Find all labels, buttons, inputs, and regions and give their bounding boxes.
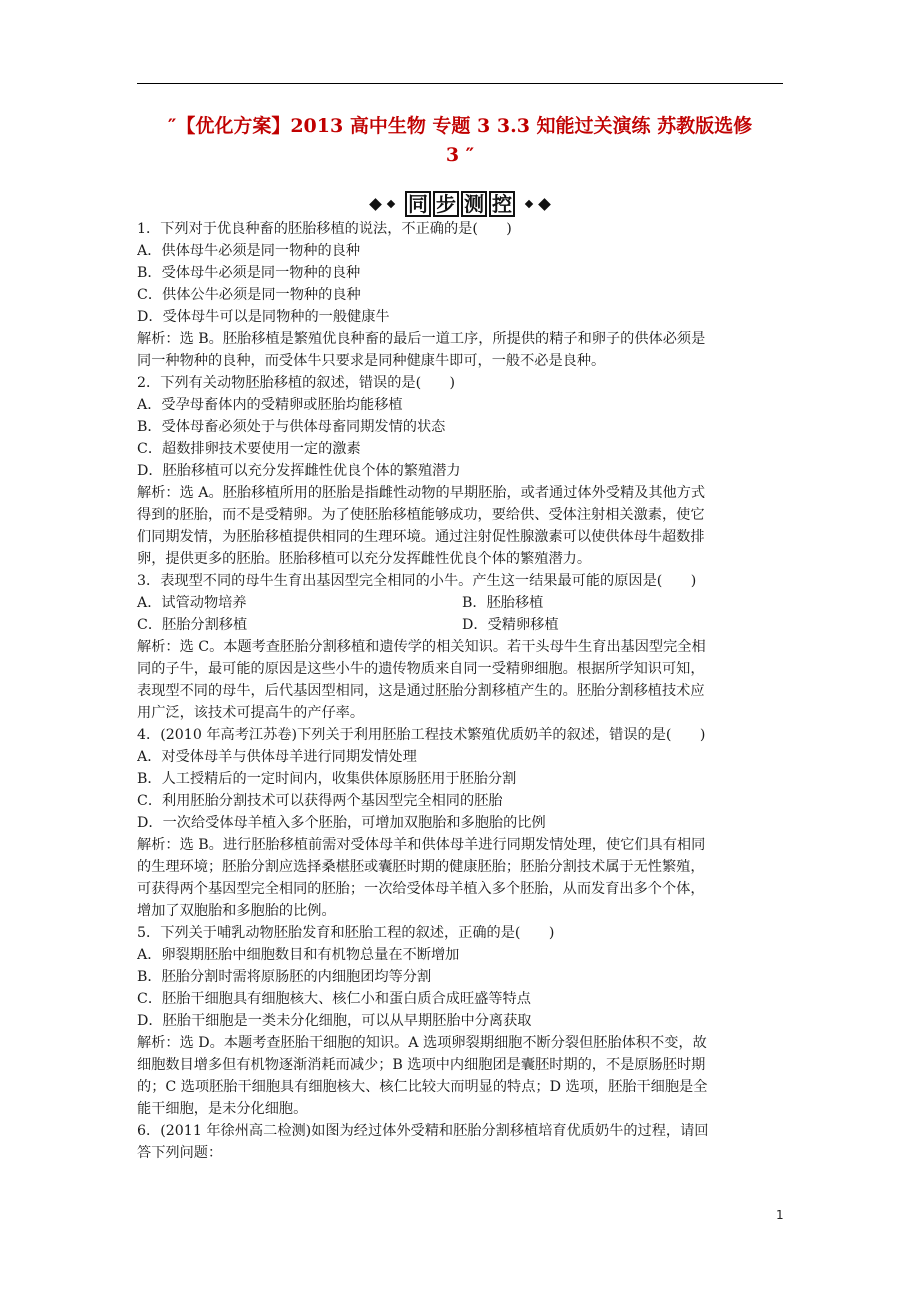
text-line: A．受孕母畜体内的受精卵或胚胎均能移植 xyxy=(137,397,403,413)
text-line: D．胚胎移植可以充分发挥雌性优良个体的繁殖潜力 xyxy=(137,463,461,479)
document-title-line-2: 3 ″ xyxy=(445,144,475,166)
text-line: A．对受体母羊与供体母羊进行同期发情处理 xyxy=(137,749,417,765)
document-body xyxy=(137,218,787,1164)
diamond-icon xyxy=(369,198,382,211)
text-line: C．利用胚胎分割技术可以获得两个基因型完全相同的胚胎 xyxy=(137,793,503,809)
text-line: 们同期发情，为胚胎移植提供相同的生理环境。通过注射促性腺激素可以使供体母牛超数排 xyxy=(137,529,705,545)
text-line: 的；C 选项胚胎干细胞具有细胞核大、核仁比较大而明显的特点；D 选项，胚胎干细胞是全 xyxy=(137,1079,708,1095)
text-line: B．受体母牛必须是同一物种的良种 xyxy=(137,265,361,281)
option-item: D．受精卵移植 xyxy=(462,617,559,633)
diamond-icon xyxy=(525,200,533,208)
text-line: 6．(2011 年徐州高二检测)如图为经过体外受精和胚胎分割移植培育优质奶牛的过程，请回 xyxy=(137,1123,709,1139)
text-line: 用广泛，该技术可提高牛的产仔率。 xyxy=(137,705,365,721)
text-line: B．人工授精后的一定时间内，收集供体原肠胚用于胚胎分割 xyxy=(137,771,517,787)
text-line: B．受体母畜必须处于与供体母畜同期发情的状态 xyxy=(137,419,446,435)
text-line: D．受体母牛可以是同物种的一般健康牛 xyxy=(137,309,390,325)
text-line: 能干细胞，是未分化细胞。 xyxy=(137,1101,308,1117)
text-line: D．胚胎干细胞是一类未分化细胞，可以从早期胚胎中分离获取 xyxy=(137,1013,532,1029)
text-line: 增加了双胞胎和多胞胎的比例。 xyxy=(137,903,336,919)
document-title xyxy=(120,112,800,170)
section-header xyxy=(0,188,920,220)
text-line: D．一次给受体母羊植入多个胚胎，可增加双胞胎和多胞胎的比例 xyxy=(137,815,546,831)
text-line: 解析：选 A。胚胎移植所用的胚胎是指雌性动物的早期胚胎，或者通过体外受精及其他方式 xyxy=(137,485,706,501)
text-line: 细胞数目增多但有机物逐渐消耗而减少；B 选项中内细胞团是囊胚时期的，不是原肠胚时期 xyxy=(137,1057,706,1073)
text-line: 2．下列有关动物胚胎移植的叙述，错误的是( ) xyxy=(137,375,456,391)
document-title-line-1: ″【优化方案】2013 高中生物 专题 3 3.3 知能过关演练 苏教版选修 xyxy=(167,115,753,137)
text-line: B．胚胎分割时需将原肠胚的内细胞团均等分割 xyxy=(137,969,432,985)
text-line: 1．下列对于优良种畜的胚胎移植的说法，不正确的是( ) xyxy=(137,221,512,237)
text-line: C．供体公牛必须是同一物种的良种 xyxy=(137,287,361,303)
text-line: 解析：选 B。胚胎移植是繁殖优良种畜的最后一道工序，所提供的精子和卵子的供体必须是 xyxy=(137,331,706,347)
text-line: 可获得两个基因型完全相同的胚胎；一次给受体母羊植入多个胚胎，从而发育出多个个体， xyxy=(137,881,705,897)
text-line: 解析：选 D。本题考查胚胎干细胞的知识。A 选项卵裂期细胞不断分裂但胚胎体积不变，故 xyxy=(137,1035,707,1051)
header-rule xyxy=(137,83,783,84)
option-row xyxy=(137,614,787,636)
text-line: 3．表现型不同的母牛生育出基因型完全相同的小牛。产生这一结果最可能的原因是( ) xyxy=(137,573,697,589)
text-line: 4．(2010 年高考江苏卷)下列关于利用胚胎工程技术繁殖优质奶羊的叙述，错误的是( ) xyxy=(137,727,706,743)
section-header-char: 步 xyxy=(433,191,459,217)
text-line: 答下列问题： xyxy=(137,1145,223,1161)
text-line: C．胚胎干细胞具有细胞核大、核仁小和蛋白质合成旺盛等特点 xyxy=(137,991,531,1007)
section-header-title xyxy=(404,191,516,217)
text-line: A．供体母牛必须是同一物种的良种 xyxy=(137,243,361,259)
text-line: 得到的胚胎，而不是受精卵。为了使胚胎移植能够成功，要给供、受体注射相关激素，使它 xyxy=(137,507,705,523)
option-item: B．胚胎移植 xyxy=(462,595,544,611)
text-line: 的生理环境；胚胎分割应选择桑椹胚或囊胚时期的健康胚胎；胚胎分割技术属于无性繁殖， xyxy=(137,859,705,875)
section-header-char: 控 xyxy=(489,191,515,217)
section-header-char: 测 xyxy=(461,191,487,217)
text-line: 解析：选 C。本题考查胚胎分割移植和遗传学的相关知识。若干头母牛生育出基因型完全相 xyxy=(137,639,706,655)
diamond-icon xyxy=(538,198,551,211)
text-line: 同一种物种的良种，而受体牛只要求是同种健康牛即可，一般不必是良种。 xyxy=(137,353,606,369)
text-line: 解析：选 B。进行胚胎移植前需对受体母羊和供体母羊进行同期发情处理，使它们具有相同 xyxy=(137,837,706,853)
text-line: 同的子牛，最可能的原因是这些小牛的遗传物质来自同一受精卵细胞。根据所学知识可知， xyxy=(137,661,705,677)
option-row xyxy=(137,592,787,614)
text-line: 表现型不同的母牛，后代基因型相同，这是通过胚胎分割移植产生的。胚胎分割移植技术应 xyxy=(137,683,705,699)
text-line: C．超数排卵技术要使用一定的激素 xyxy=(137,441,361,457)
section-header-char: 同 xyxy=(405,191,431,217)
text-line: 5．下列关于哺乳动物胚胎发育和胚胎工程的叙述，正确的是( ) xyxy=(137,925,555,941)
diamond-icon xyxy=(387,200,395,208)
option-item: A．试管动物培养 xyxy=(137,595,247,611)
text-line: A．卵裂期胚胎中细胞数目和有机物总量在不断增加 xyxy=(137,947,460,963)
option-item: C．胚胎分割移植 xyxy=(137,617,248,633)
text-line: 卵，提供更多的胚胎。胚胎移植可以充分发挥雌性优良个体的繁殖潜力。 xyxy=(137,551,592,567)
page-number: 1 xyxy=(776,1208,784,1222)
